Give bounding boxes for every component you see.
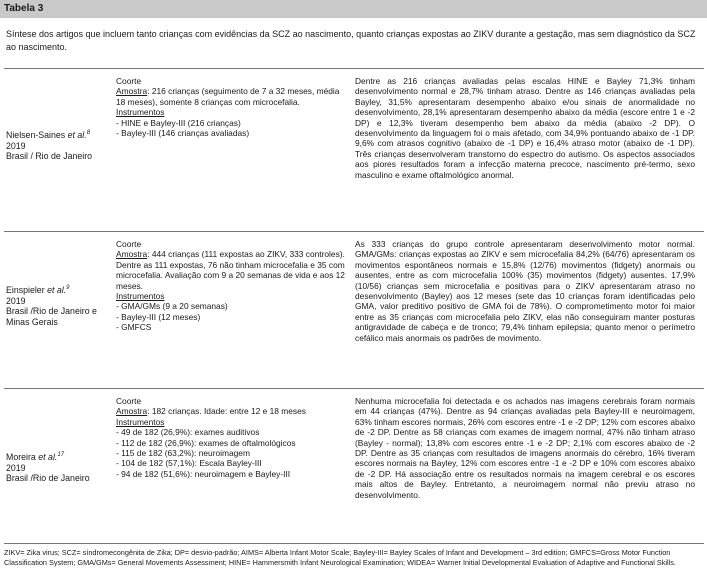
instruments-label: Instrumentos <box>116 416 165 427</box>
divider <box>4 543 704 544</box>
instrument-item: - Bayley-III (146 crianças avaliadas) <box>116 128 250 139</box>
design-type: Coorte <box>116 396 142 406</box>
divider <box>4 68 704 69</box>
design-cell <box>116 396 350 479</box>
table-footnote: ZIKV= Zika virus; SCZ= síndromecongênita de Zika; DP= desvio-padrão; AIMS= Alberta Infant Motor Scale; Bayley-III= Bayley Scales of Infant and Development – 3rd edition; GMFCS=Gross Motor Function Classification System; GMA/GMs= General Movements Assessment; HINE= Hammersmith Infant Neurological Examination; WIDEA= Warner Initial Developmental Evaluation of Adaptive and Functional Skills. <box>4 548 676 567</box>
study-cell <box>6 450 110 484</box>
location: Brasil /Rio de Janeiro e Minas Gerais <box>6 306 97 327</box>
instrument-item: - GMFCS <box>116 322 152 333</box>
ref-number: 17 <box>57 452 65 458</box>
sample-text: : 182 crianças. Idade: entre 12 e 18 meses <box>147 406 306 417</box>
location: Brasil /Rio de Janeiro <box>6 473 90 484</box>
instrument-item: - 104 de 182 (57,1%): Escala Bayley-III <box>116 458 262 469</box>
table-header-bar <box>0 0 707 18</box>
design-cell <box>116 76 350 138</box>
instrument-item: - 94 de 182 (51,6%): neuroimagem e Bayley-III <box>116 468 291 479</box>
results-cell: Dentre as 216 crianças avaliadas pelas escalas HINE e Bayley 71,3% tinham desenvolvimento normal e 28,7% tinham atraso. Dentre as 146 crianças avaliadas pela Bayley, 31,5% apresentaram desempenho abaixo e/ou sinais de anormalidade no desenvolvimento, 28,1% apresentaram desempenho abaixo da média (escore entre 1 e -2 DP) e 12,3% tiveram desempenho bem abaixo da média (abaixo -2 DP). O desenvolvimento da linguagem foi o mais afetado, com 34,9% pontuando abaixo de -1 DP. 9,6% com atrasos cognitivo (abaixo de -1 DP) e 16,4% atraso motor (abaixo de -1 DP). Três crianças desenvolveram transtorno do espectro do autismo. Os aspectos associados aos piores resultados foram a infecção materna precoce, nascimento pré-termo, sexo masculino e exame oftalmológico anormal. <box>355 76 695 180</box>
design-type: Coorte <box>116 76 142 86</box>
design-type: Coorte <box>116 239 142 249</box>
table-caption: Síntese dos artigos que incluem tanto crianças com evidências da SCZ ao nascimento, quanto crianças expostas ao ZIKV durante a gestação, mas sem diagnóstico da SCZ ao nascimento. <box>6 29 696 52</box>
sample-label: Amostra <box>116 406 148 417</box>
author: Moreira <box>6 451 36 462</box>
study-cell <box>6 128 110 162</box>
year: 2019 <box>6 140 26 151</box>
instrument-item: - 115 de 182 (63,2%): neuroimagem <box>116 448 250 459</box>
table-label: Tabela 3 <box>4 3 44 14</box>
sample-text: : 444 crianças (111 expostas ao ZIKV, 333 controles). Dentre as 111 expostas, 76 não tinham microcefalia e 35 com microcefalia. Avaliação com 9 a 20 semanas de vida e aos 12 meses. <box>116 249 345 291</box>
et-al: et al. <box>38 451 58 462</box>
study-cell <box>6 283 110 327</box>
author: Einspieler <box>6 284 45 295</box>
design-cell <box>116 239 350 333</box>
year: 2019 <box>6 295 26 306</box>
instruments-label: Instrumentos <box>116 107 165 118</box>
sample-text: : 216 crianças (seguimento de 7 a 32 meses, média 18 meses), somente 8 crianças com microcefalia. <box>116 86 340 107</box>
et-al: et al. <box>67 129 87 140</box>
instruments-label: Instrumentos <box>116 291 165 302</box>
instrument-item: - 112 de 182 (26,9%): exames de oftalmológicos <box>116 437 296 448</box>
year: 2019 <box>6 462 26 473</box>
results-cell: Nenhuma microcefalia foi detectada e os achados nas imagens cerebrais foram normais em 44 crianças (47%). Dentre as 94 crianças avaliadas pela Bayley-III e neuroimagem, 63% tinham escores normais, 26% com escores entre -1 e -2 DP; 12% com escores abaixo de -2 DP. Dentre as 58 crianças com exames de imagem normal, 47% não tinham atraso (Bayley - normal); 13,8% com escores entre -1 e -2 DP; 2,1% com escores abaixo de -2 DP. Dentre as 35 crianças com resultados de imagens anormais do cérebro, 16% tiveram escores normais na Bayley, 12% com escores entre -1 e -2 DP e 10% com escores abaixo de -2 DP. Há associação entre os resultados normais na imagem cerebral e os escores mais altos de Bayley. Entretanto, a neuroimagem normal não previu atraso no desenvolvimento. <box>355 396 695 500</box>
instrument-item: - Bayley-III (12 meses) <box>116 311 201 322</box>
instrument-item: - HINE e Bayley-III (216 crianças) <box>116 117 241 128</box>
sample-label: Amostra <box>116 86 148 97</box>
sample-label: Amostra <box>116 249 148 260</box>
results-cell: As 333 crianças do grupo controle apresentaram desenvolvimento motor normal. GMA/GMs: crianças expostas ao ZIKV e sem microcefalia 84,2% (64/76) apresentaram os movimentos espontâneos normais e 15,8% (12/76) movimentos (fidgety) anormais ou ausentes, entre as com microcefalia 100% (35) movimentos (fidgety) ausentes. 17,9% (10/56) crianças sem microcefalia e positivas para o ZIKV apresentaram atraso no desenvolvimento (Bayley) aos 12 meses (sete das 10 crianças foram identificadas pelo GMA, valor preditivo positivo de GMA foi de 78%). O comprometimento motor foi maior entre as 35 crianças com microcefalia pelo ZIKV, elas não conseguiram manter posturas antigravidade de cabeça e de tronco; 79,4% tinham epilepsia; quanto menor o perímetro cefálico mais anormais os padrões de movimento. <box>355 239 695 343</box>
ref-number: 8 <box>86 130 91 136</box>
instrument-item: - 49 de 182 (26,9%): exames auditivos <box>116 427 260 438</box>
divider <box>4 388 704 389</box>
ref-number: 9 <box>66 285 70 291</box>
divider <box>4 231 704 232</box>
et-al: et al. <box>47 284 67 295</box>
author: Nielsen-Saines <box>6 129 66 140</box>
instrument-item: - GMA/GMs (9 a 20 semanas) <box>116 301 228 312</box>
location: Brasil / Rio de Janeiro <box>6 151 93 162</box>
